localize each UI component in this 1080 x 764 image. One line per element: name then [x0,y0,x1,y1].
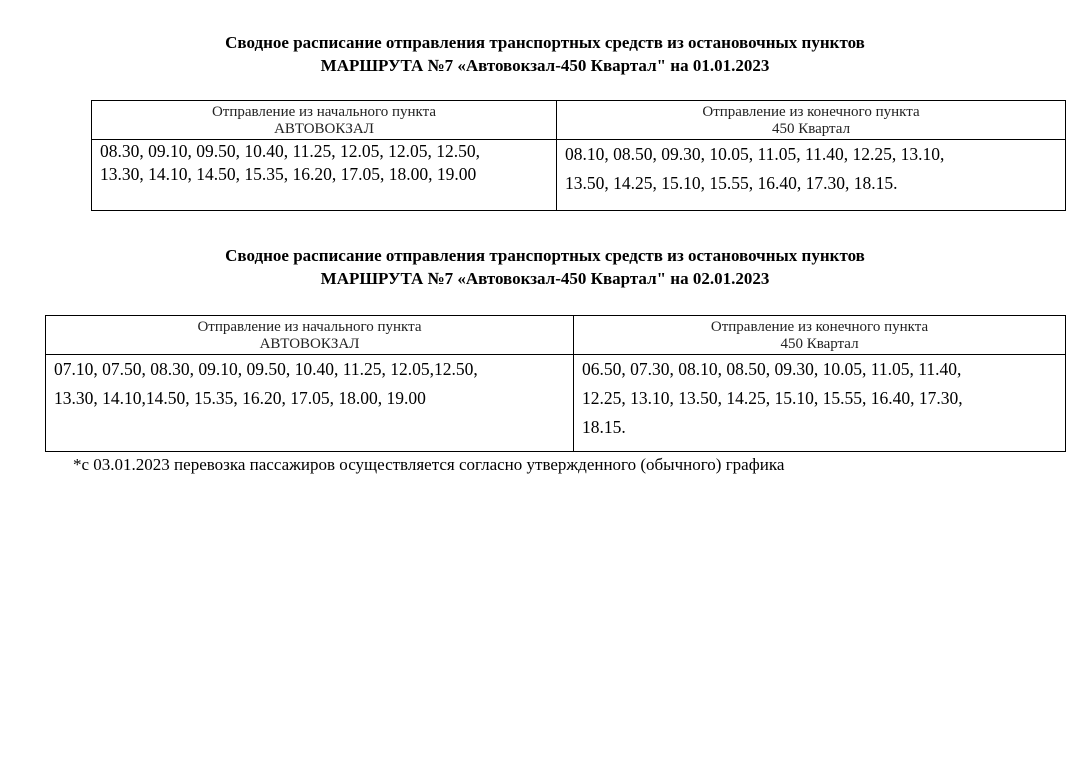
times-row [46,355,1066,452]
end-header-label: Отправление из конечного пункта [710,319,929,335]
end-times-line: 13.50, 14.25, 15.10, 15.55, 16.40, 17.30, 18.15. [565,173,898,193]
start-times-line: 13.30, 14.10,14.50, 15.35, 16.20, 17.05, 18.00, 19.00 [54,388,426,408]
schedule-title-2 [5,244,1080,290]
start-header-stop: АВТОВОКЗАЛ [274,121,374,137]
header-row [46,316,1066,355]
schedule-title-1 [5,31,1080,77]
end-times-line: 08.10, 08.50, 09.30, 10.05, 11.05, 11.40, 12.25, 13.10, [565,144,945,164]
header-row [92,101,1066,140]
start-header-stop: АВТОВОКЗАЛ [259,336,360,352]
times-row [92,140,1066,211]
title-line-1: Сводное расписание отправления транспортных средств из остановочных пунктов [225,33,865,52]
footnote: *с 03.01.2023 перевозка пассажиров осуществляется согласно утвержденного (обычного) графика [73,455,785,474]
title-line-1: Сводное расписание отправления транспортных средств из остановочных пунктов [225,246,865,265]
end-times-cell [574,355,1066,452]
end-times-line: 12.25, 13.10, 13.50, 14.25, 15.10, 15.55, 16.40, 17.30, [582,388,963,408]
end-header-label: Отправление из конечного пункта [702,104,920,120]
end-point-header [574,316,1066,355]
start-header-label: Отправление из начального пункта [211,104,437,120]
end-times-line: 18.15. [582,417,626,437]
end-header-stop: 450 Квартал [780,336,859,352]
start-header-label: Отправление из начального пункта [197,319,422,335]
title-line-2: МАРШРУТА №7 «Автовокзал-450 Квартал" на 02.01.2023 [320,269,770,288]
schedule-table-1 [91,100,1066,211]
end-times-cell [557,140,1066,211]
start-times-line: 08.30, 09.10, 09.50, 10.40, 11.25, 12.05, 12.05, 12.50, [100,141,480,161]
start-times-cell [92,140,557,211]
start-times-cell [46,355,574,452]
end-point-header [557,101,1066,140]
start-point-header [46,316,574,355]
schedule-table-2 [45,315,1066,452]
end-header-stop: 450 Квартал [771,121,851,137]
start-times-line: 07.10, 07.50, 08.30, 09.10, 09.50, 10.40, 11.25, 12.05,12.50, [54,359,478,379]
title-line-2: МАРШРУТА №7 «Автовокзал-450 Квартал" на 01.01.2023 [320,56,770,75]
start-times-line: 13.30, 14.10, 14.50, 15.35, 16.20, 17.05, 18.00, 19.00 [100,164,477,184]
end-times-line: 06.50, 07.30, 08.10, 08.50, 09.30, 10.05, 11.05, 11.40, [582,359,962,379]
start-point-header [92,101,557,140]
